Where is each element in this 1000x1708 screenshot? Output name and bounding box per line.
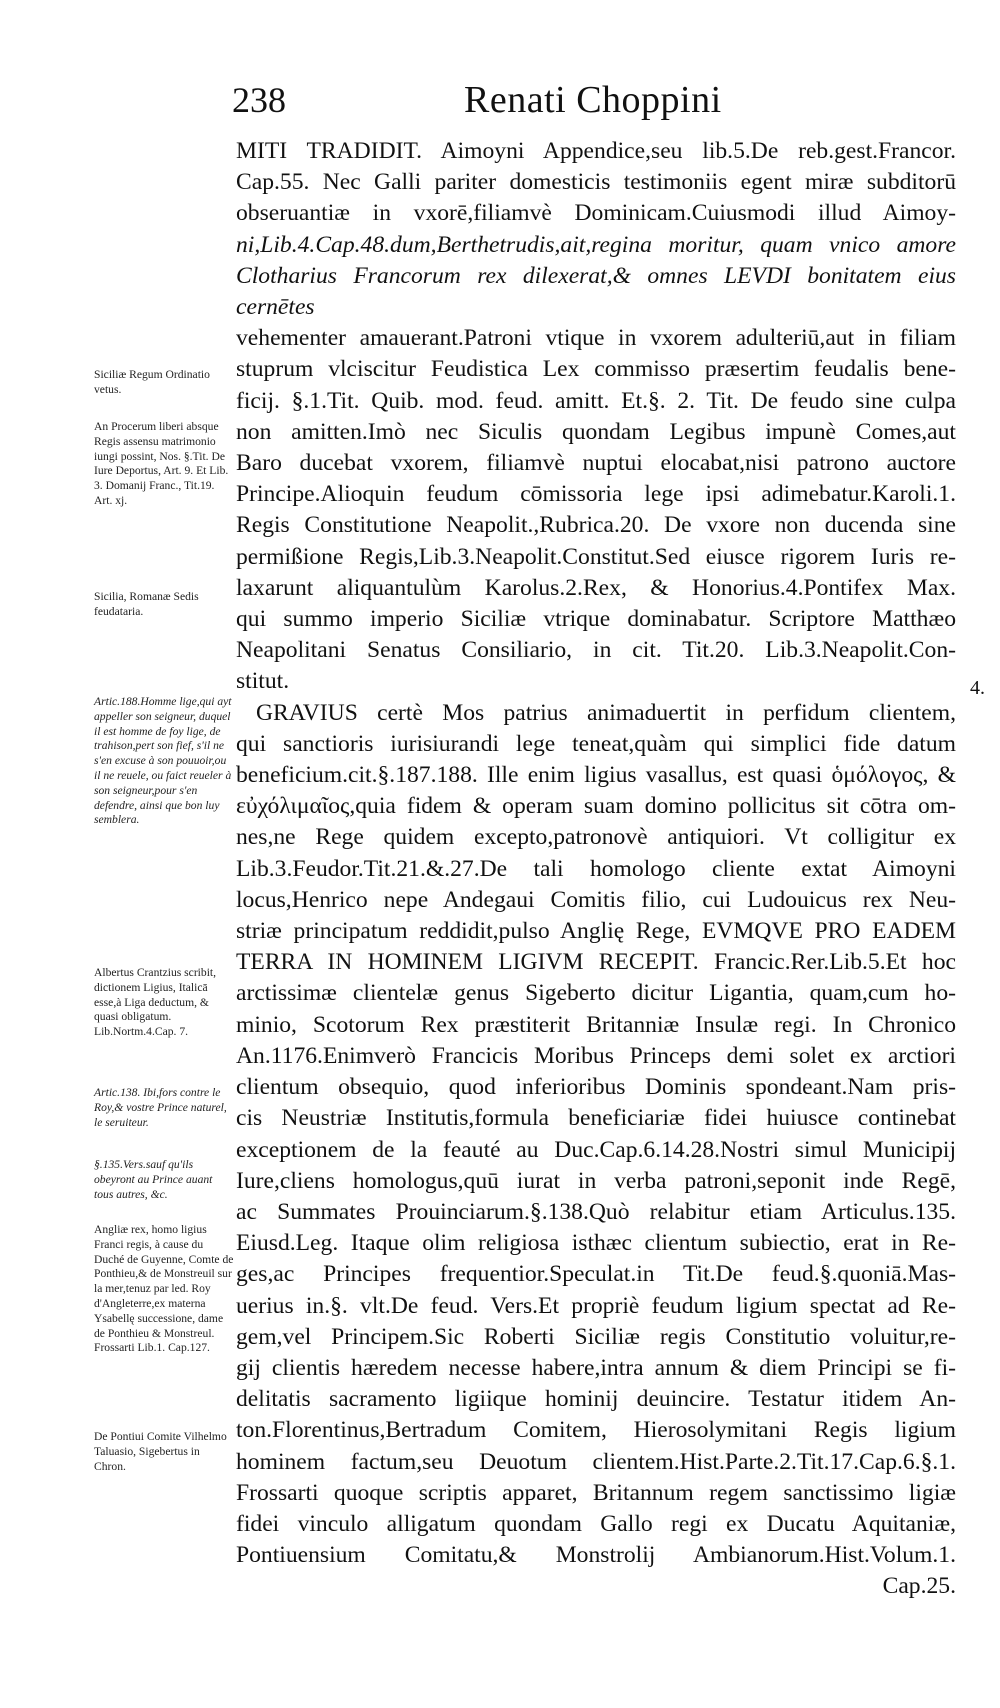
text-line: ni,Lib.4.Cap.48.dum,Berthetrudis,ait,regina moritur, quam vnico amore <box>236 231 956 258</box>
page-number: 238 <box>232 80 286 120</box>
text-line: exceptionem de la feauté au Duc.Cap.6.14.28.Nostri simul Municipij <box>236 1136 956 1163</box>
text-line: arctissimæ clientelæ genus Sigeberto dicitur Ligantia, quam,cum ho- <box>236 980 956 1007</box>
text-line: Frossarti quoque scriptis apparet, Britannum regem sanctissimo ligiæ <box>236 1479 956 1506</box>
margin-note: An Procerum liberi absque Regis assensu matrimonio iungi possint, Nos. §.Tit. De Iure Deportus, Art. 9. Et Lib. 3. Domanij Franc., Tit.19. Art. xj. <box>94 420 229 507</box>
text-line: hominem factum,seu Deuotum clientem.Hist.Parte.2.Tit.17.Cap.6.§.1. <box>236 1448 956 1475</box>
text-line: qui summo imperio Siciliæ vtrique dominabatur. Scriptore Matthæo <box>236 606 956 633</box>
margin-note: Sicilia, Romanæ Sedis feudataria. <box>94 590 199 618</box>
text-line: permißione Regis,Lib.3.Neapolit.Constitut.Sed eiusce rigorem Iuris re- <box>236 543 956 570</box>
text-line: Eiusd.Leg. Itaque olim religiosa isthæc clientum subiectio, erat in Re- <box>236 1230 956 1257</box>
margin-note: De Pontiui Comite Vilhelmo Taluasio, Sigebertus in Chron. <box>94 1430 227 1473</box>
text-line: minio, Scotorum Rex præstiterit Britanniæ Insulæ regi. In Chronico <box>236 1011 956 1038</box>
margin-note: Albertus Crantzius scribit, dictionem Ligius, Italicā esse,à Liga deductum, & quasi obligatum. Lib.Nortm.4.Cap. 7. <box>94 966 217 1039</box>
margin-note: Artic.138. Ibi,fors contre le Roy,& vostre Prince naturel, le seruiteur. <box>94 1086 227 1129</box>
text-line: ficij. §.1.Tit. Quib. mod. feud. amitt. Et.§. 2. Tit. De feudo sine culpa <box>236 387 956 414</box>
text-line: fidei vinculo alligatum quondam Gallo regi ex Ducatu Aquitaniæ, <box>236 1510 956 1537</box>
text-line: ges,ac Principes frequentior.Speculat.in Tit.De feud.§.quoniā.Mas- <box>236 1261 956 1288</box>
margin-note: §.135.Vers.sauf qu'ils obeyront au Prince auant tous autres, &c. <box>94 1158 213 1201</box>
text-line: εὐχόλιμαῖος,quia fidem & operam suam domino pollicitus sit cōtra om- <box>236 793 956 820</box>
text-line: Neapolitani Senatus Consiliario, in cit. Tit.20. Lib.3.Neapolit.Con- <box>236 637 956 664</box>
text-line: qui sanctioris iurisiurandi lege teneat,quàm qui simplici fide datum <box>236 730 956 757</box>
text-line: Pontiuensium Comitatu,& Monstrolij Ambianorum.Hist.Volum.1. <box>236 1542 956 1569</box>
side-number: 4. <box>970 677 985 699</box>
page-header <box>0 78 1000 132</box>
text-line: vehementer amauerant.Patroni vtique in vxorem adulteriū,aut in filiam <box>236 325 956 352</box>
text-line: clientum obsequio, quod inferioribus Dominis spondeant.Nam pris- <box>236 1074 956 1101</box>
text-line: Lib.3.Feudor.Tit.21.&.27.De tali homologo cliente extat Aimoyni <box>236 855 956 882</box>
text-line: obseruantiæ in vxorē,filiamvè Dominicam.Cuiusmodi illud Aimoy- <box>236 200 956 227</box>
text-line: beneficium.cit.§.187.188. Ille enim ligius vasallus, est quasi ὁμόλογος, & <box>236 762 956 789</box>
margin-note: Angliæ rex, homo ligius Franci regis, à cause du Duché de Guyenne, Comte de Ponthieu,& de Monstreuil sur la mer,tenuz par led. Roy d'Angleterre,ex materna Ysabellę successione, dame de Ponthieu & Monstreul. Frossarti Lib.1. Cap.127. <box>94 1223 234 1355</box>
text-line: gem,vel Principem.Sic Roberti Siciliæ regis Constitutio voluitur,re- <box>236 1323 956 1350</box>
text-line: TERRA IN HOMINEM LIGIVM RECEPIT. Francic.Rer.Lib.5.Et hoc <box>236 949 956 976</box>
text-line: ton.Florentinus,Bertradum Comitem, Hierosolymitani Regis ligium <box>236 1417 956 1444</box>
text-line: delitatis sacramento ligiique hominij deuincire. Testatur itidem An- <box>236 1386 956 1413</box>
text-line: non amitten.Imò nec Siculis quondam Legibus impunè Comes,aut <box>236 418 956 445</box>
text-line: ac Summates Prouinciarum.§.138.Quò relabitur etiam Articulus.135. <box>236 1198 956 1225</box>
text-line: Cap.55. Nec Galli pariter domesticis testimoniis egent miræ subditorū <box>236 169 956 196</box>
main-text-block <box>236 136 956 1603</box>
text-line: Regis Constitutione Neapolit.,Rubrica.20. De vxore non ducenda sine <box>236 512 956 539</box>
catchword-line: Cap.25. <box>882 1573 956 1600</box>
text-line: An.1176.Enimverò Francicis Moribus Princeps demi solet ex arctiori <box>236 1042 956 1069</box>
text-line: stuprum vlciscitur Feudistica Lex commisso præsertim feudalis bene- <box>236 356 956 383</box>
text-line: MITI TRADIDIT. Aimoyni Appendice,seu lib.5.De reb.gest.Francor. <box>236 138 956 164</box>
text-line: GRAVIUS certè Mos patrius animaduertit in perfidum clientem, <box>256 699 956 726</box>
margin-note: Artic.188.Homme lige,qui ayt appeller son seigneur, duquel il est homme de foy lige, de trahison,pert son fief, s'il ne s'en excuse à son pouuoir,ou il ne reuele, ou faict reueler à son seigneur,pour s'en defendre, ainsi que bon luy semblera. <box>94 695 232 827</box>
text-line: laxarunt aliquantulùm Karolus.2.Rex, & Honorius.4.Pontifex Max. <box>236 574 956 601</box>
text-line: Principe.Alioquin feudum cōmissoria lege ipsi adimebatur.Karoli.1. <box>236 481 956 508</box>
text-line: cis Neustriæ Institutis,formula beneficiariæ fidei huiusce continebat <box>236 1105 956 1132</box>
text-line: uerius in.§. vlt.De feud. Vers.Et propriè feudum ligium spectat ad Re- <box>236 1292 956 1319</box>
running-head: Renati Choppini <box>464 79 722 121</box>
text-line: striæ principatum reddidit,pulso Anglię Rege, EVMQVE PRO EADEM <box>236 918 956 945</box>
text-line: nes,ne Rege quidem excepto,patronovè antiquiori. Vt colligitur ex <box>236 824 956 851</box>
text-line: Clotharius Francorum rex dilexerat,& omnes LEVDI bonitatem eius cernētes <box>236 262 956 321</box>
text-line: Iure,cliens homologus,quū iurat in verba patroni,seponit inde Regē, <box>236 1167 956 1194</box>
text-line: gij clientis hæredem necesse habere,intra annum & diem Principi se fi- <box>236 1354 956 1381</box>
margin-note: Siciliæ Regum Ordinatio vetus. <box>94 368 210 396</box>
text-line: stitut. <box>236 668 290 695</box>
text-line: Baro ducebat vxorem, filiamvè nuptui elocabat,nisi patrono auctore <box>236 450 956 477</box>
text-line: locus,Henrico nepe Andegaui Comitis filio, cui Ludouicus rex Neu- <box>236 886 956 913</box>
